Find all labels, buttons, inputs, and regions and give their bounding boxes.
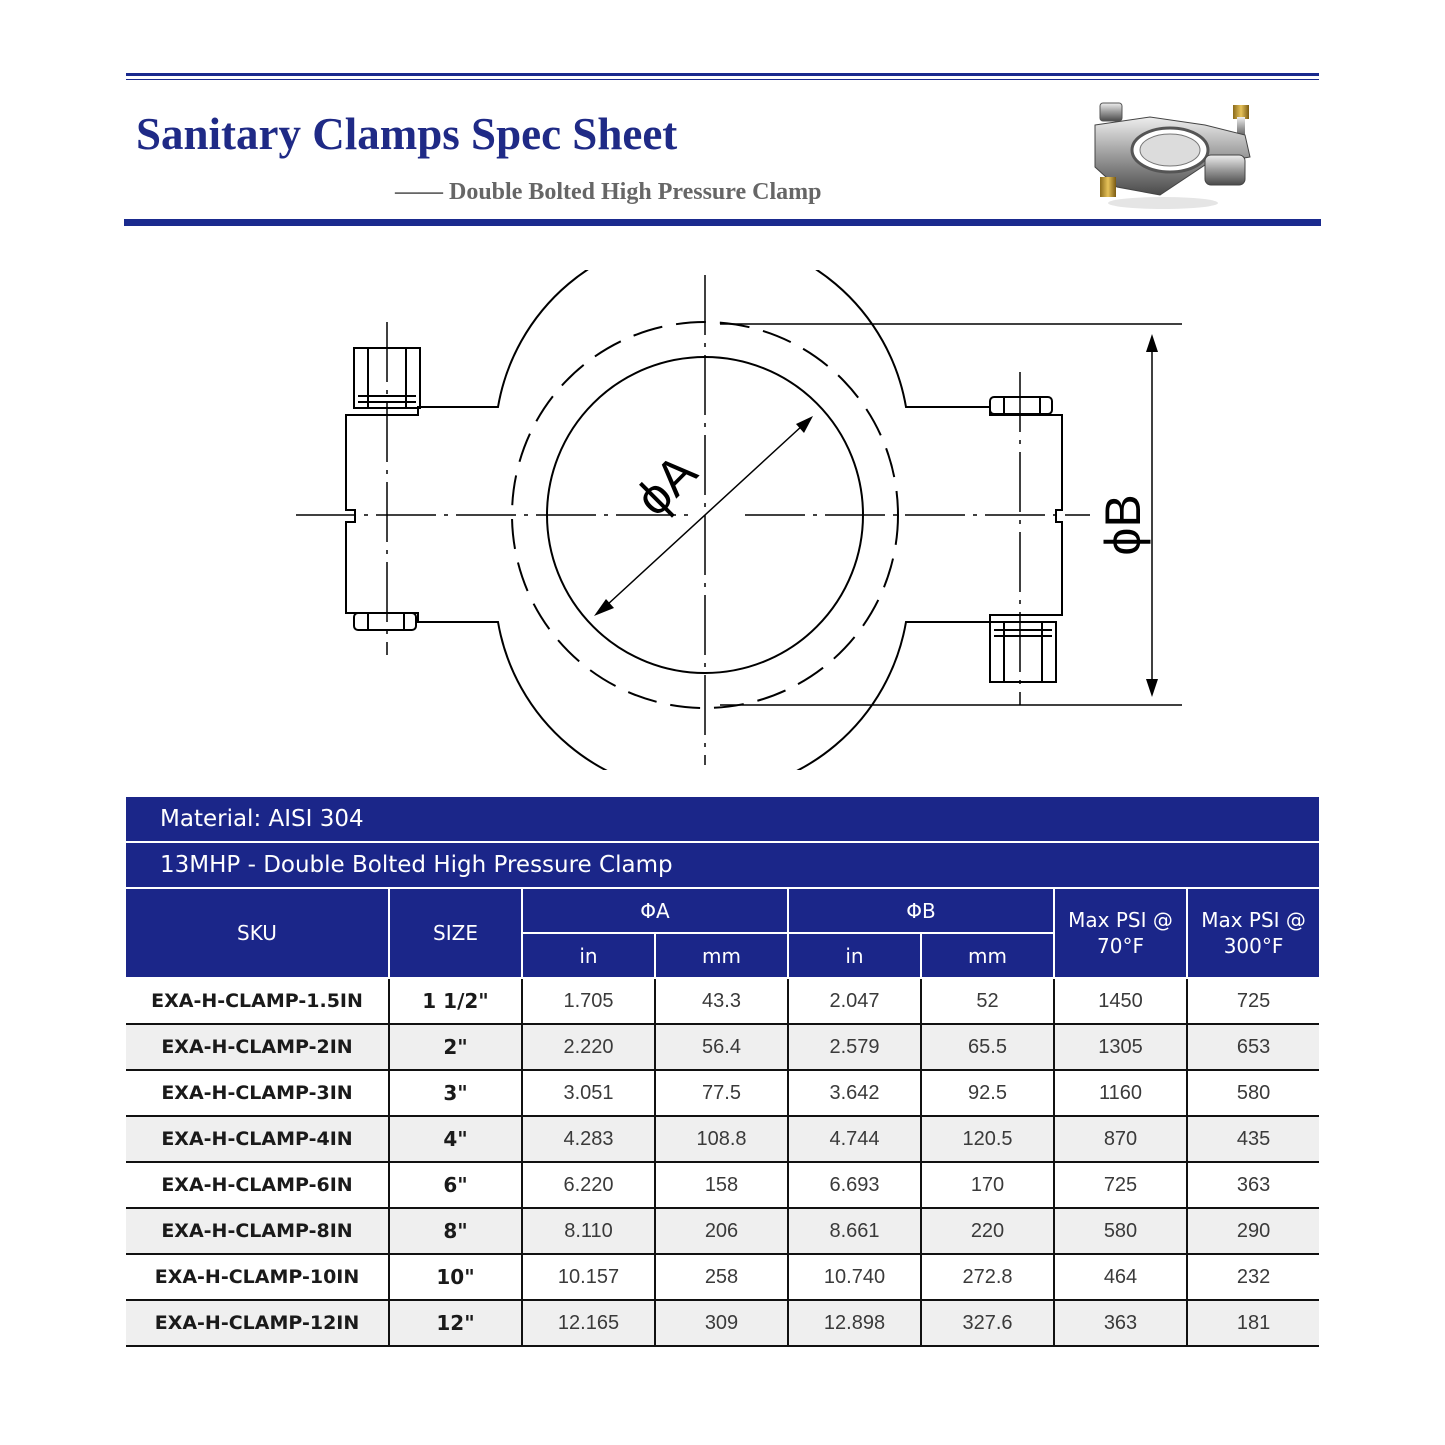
col-header-phi-a: ΦA	[522, 888, 788, 933]
cell-size: 4"	[389, 1116, 522, 1162]
table-row	[126, 1024, 1319, 1070]
cell-psi300: 725	[1187, 978, 1319, 1024]
clamp-technical-drawing	[280, 270, 1190, 770]
cell-size: 1 1/2"	[389, 978, 522, 1024]
col-header-phi-b: ΦB	[788, 888, 1054, 933]
cell-a-mm: 43.3	[655, 978, 788, 1024]
cell-b-in: 2.047	[788, 978, 921, 1024]
cell-a-in: 6.220	[522, 1162, 655, 1208]
cell-a-in: 3.051	[522, 1070, 655, 1116]
col-header-b-mm: mm	[921, 933, 1054, 978]
cell-psi70: 725	[1054, 1162, 1187, 1208]
cell-psi70: 1305	[1054, 1024, 1187, 1070]
product-band: 13MHP - Double Bolted High Pressure Clamp	[126, 842, 1319, 888]
table-row	[126, 1162, 1319, 1208]
cell-a-mm: 258	[655, 1254, 788, 1300]
page-title: Sanitary Clamps Spec Sheet	[136, 109, 678, 159]
col-header-a-mm: mm	[655, 933, 788, 978]
cell-b-in: 10.740	[788, 1254, 921, 1300]
table-row	[126, 1116, 1319, 1162]
cell-psi300: 290	[1187, 1208, 1319, 1254]
col-header-psi-70: Max PSI @ 70°F	[1054, 888, 1187, 978]
cell-sku: EXA-H-CLAMP-6IN	[126, 1162, 389, 1208]
cell-a-in: 1.705	[522, 978, 655, 1024]
header-rule-top	[126, 73, 1319, 76]
cell-b-in: 8.661	[788, 1208, 921, 1254]
phi-a-label: ϕA	[624, 443, 708, 527]
cell-a-in: 10.157	[522, 1254, 655, 1300]
cell-psi300: 435	[1187, 1116, 1319, 1162]
cell-psi300: 580	[1187, 1070, 1319, 1116]
clamp-product-photo	[1055, 95, 1265, 215]
cell-size: 3"	[389, 1070, 522, 1116]
cell-size: 8"	[389, 1208, 522, 1254]
table-row	[126, 1070, 1319, 1116]
cell-b-in: 12.898	[788, 1300, 921, 1346]
table-row	[126, 1208, 1319, 1254]
col-header-sku: SKU	[126, 888, 389, 978]
cell-psi300: 181	[1187, 1300, 1319, 1346]
cell-b-in: 4.744	[788, 1116, 921, 1162]
cell-b-mm: 170	[921, 1162, 1054, 1208]
header-rule-top-thin	[126, 79, 1319, 80]
cell-psi70: 870	[1054, 1116, 1187, 1162]
cell-b-in: 2.579	[788, 1024, 921, 1070]
cell-sku: EXA-H-CLAMP-1.5IN	[126, 978, 389, 1024]
cell-sku: EXA-H-CLAMP-3IN	[126, 1070, 389, 1116]
table-row	[126, 978, 1319, 1024]
cell-size: 10"	[389, 1254, 522, 1300]
cell-b-mm: 220	[921, 1208, 1054, 1254]
cell-a-in: 4.283	[522, 1116, 655, 1162]
cell-a-in: 8.110	[522, 1208, 655, 1254]
table-row	[126, 1300, 1319, 1346]
table-row	[126, 1254, 1319, 1300]
cell-psi300: 653	[1187, 1024, 1319, 1070]
cell-b-mm: 65.5	[921, 1024, 1054, 1070]
col-header-size: SIZE	[389, 888, 522, 978]
cell-psi70: 1160	[1054, 1070, 1187, 1116]
cell-sku: EXA-H-CLAMP-12IN	[126, 1300, 389, 1346]
cell-b-mm: 52	[921, 978, 1054, 1024]
cell-a-in: 12.165	[522, 1300, 655, 1346]
cell-size: 6"	[389, 1162, 522, 1208]
cell-b-mm: 120.5	[921, 1116, 1054, 1162]
cell-size: 2"	[389, 1024, 522, 1070]
col-header-b-in: in	[788, 933, 921, 978]
header-rule-bottom	[124, 219, 1321, 226]
page-subtitle: —— Double Bolted High Pressure Clamp	[395, 179, 822, 205]
cell-a-mm: 206	[655, 1208, 788, 1254]
cell-psi70: 1450	[1054, 978, 1187, 1024]
cell-sku: EXA-H-CLAMP-8IN	[126, 1208, 389, 1254]
cell-a-mm: 158	[655, 1162, 788, 1208]
col-header-psi-300: Max PSI @ 300°F	[1187, 888, 1319, 978]
cell-a-mm: 108.8	[655, 1116, 788, 1162]
col-header-a-in: in	[522, 933, 655, 978]
cell-a-in: 2.220	[522, 1024, 655, 1070]
cell-psi70: 580	[1054, 1208, 1187, 1254]
cell-b-in: 3.642	[788, 1070, 921, 1116]
spec-table	[126, 797, 1319, 1347]
cell-b-in: 6.693	[788, 1162, 921, 1208]
cell-b-mm: 272.8	[921, 1254, 1054, 1300]
cell-sku: EXA-H-CLAMP-4IN	[126, 1116, 389, 1162]
cell-b-mm: 327.6	[921, 1300, 1054, 1346]
cell-size: 12"	[389, 1300, 522, 1346]
cell-psi300: 232	[1187, 1254, 1319, 1300]
cell-a-mm: 77.5	[655, 1070, 788, 1116]
cell-b-mm: 92.5	[921, 1070, 1054, 1116]
cell-psi70: 363	[1054, 1300, 1187, 1346]
cell-a-mm: 56.4	[655, 1024, 788, 1070]
spec-table-body	[126, 978, 1319, 1346]
cell-a-mm: 309	[655, 1300, 788, 1346]
phi-b-label: ϕB	[1095, 494, 1151, 556]
cell-sku: EXA-H-CLAMP-10IN	[126, 1254, 389, 1300]
cell-psi300: 363	[1187, 1162, 1319, 1208]
cell-psi70: 464	[1054, 1254, 1187, 1300]
cell-sku: EXA-H-CLAMP-2IN	[126, 1024, 389, 1070]
material-band: Material: AISI 304	[126, 797, 1319, 842]
